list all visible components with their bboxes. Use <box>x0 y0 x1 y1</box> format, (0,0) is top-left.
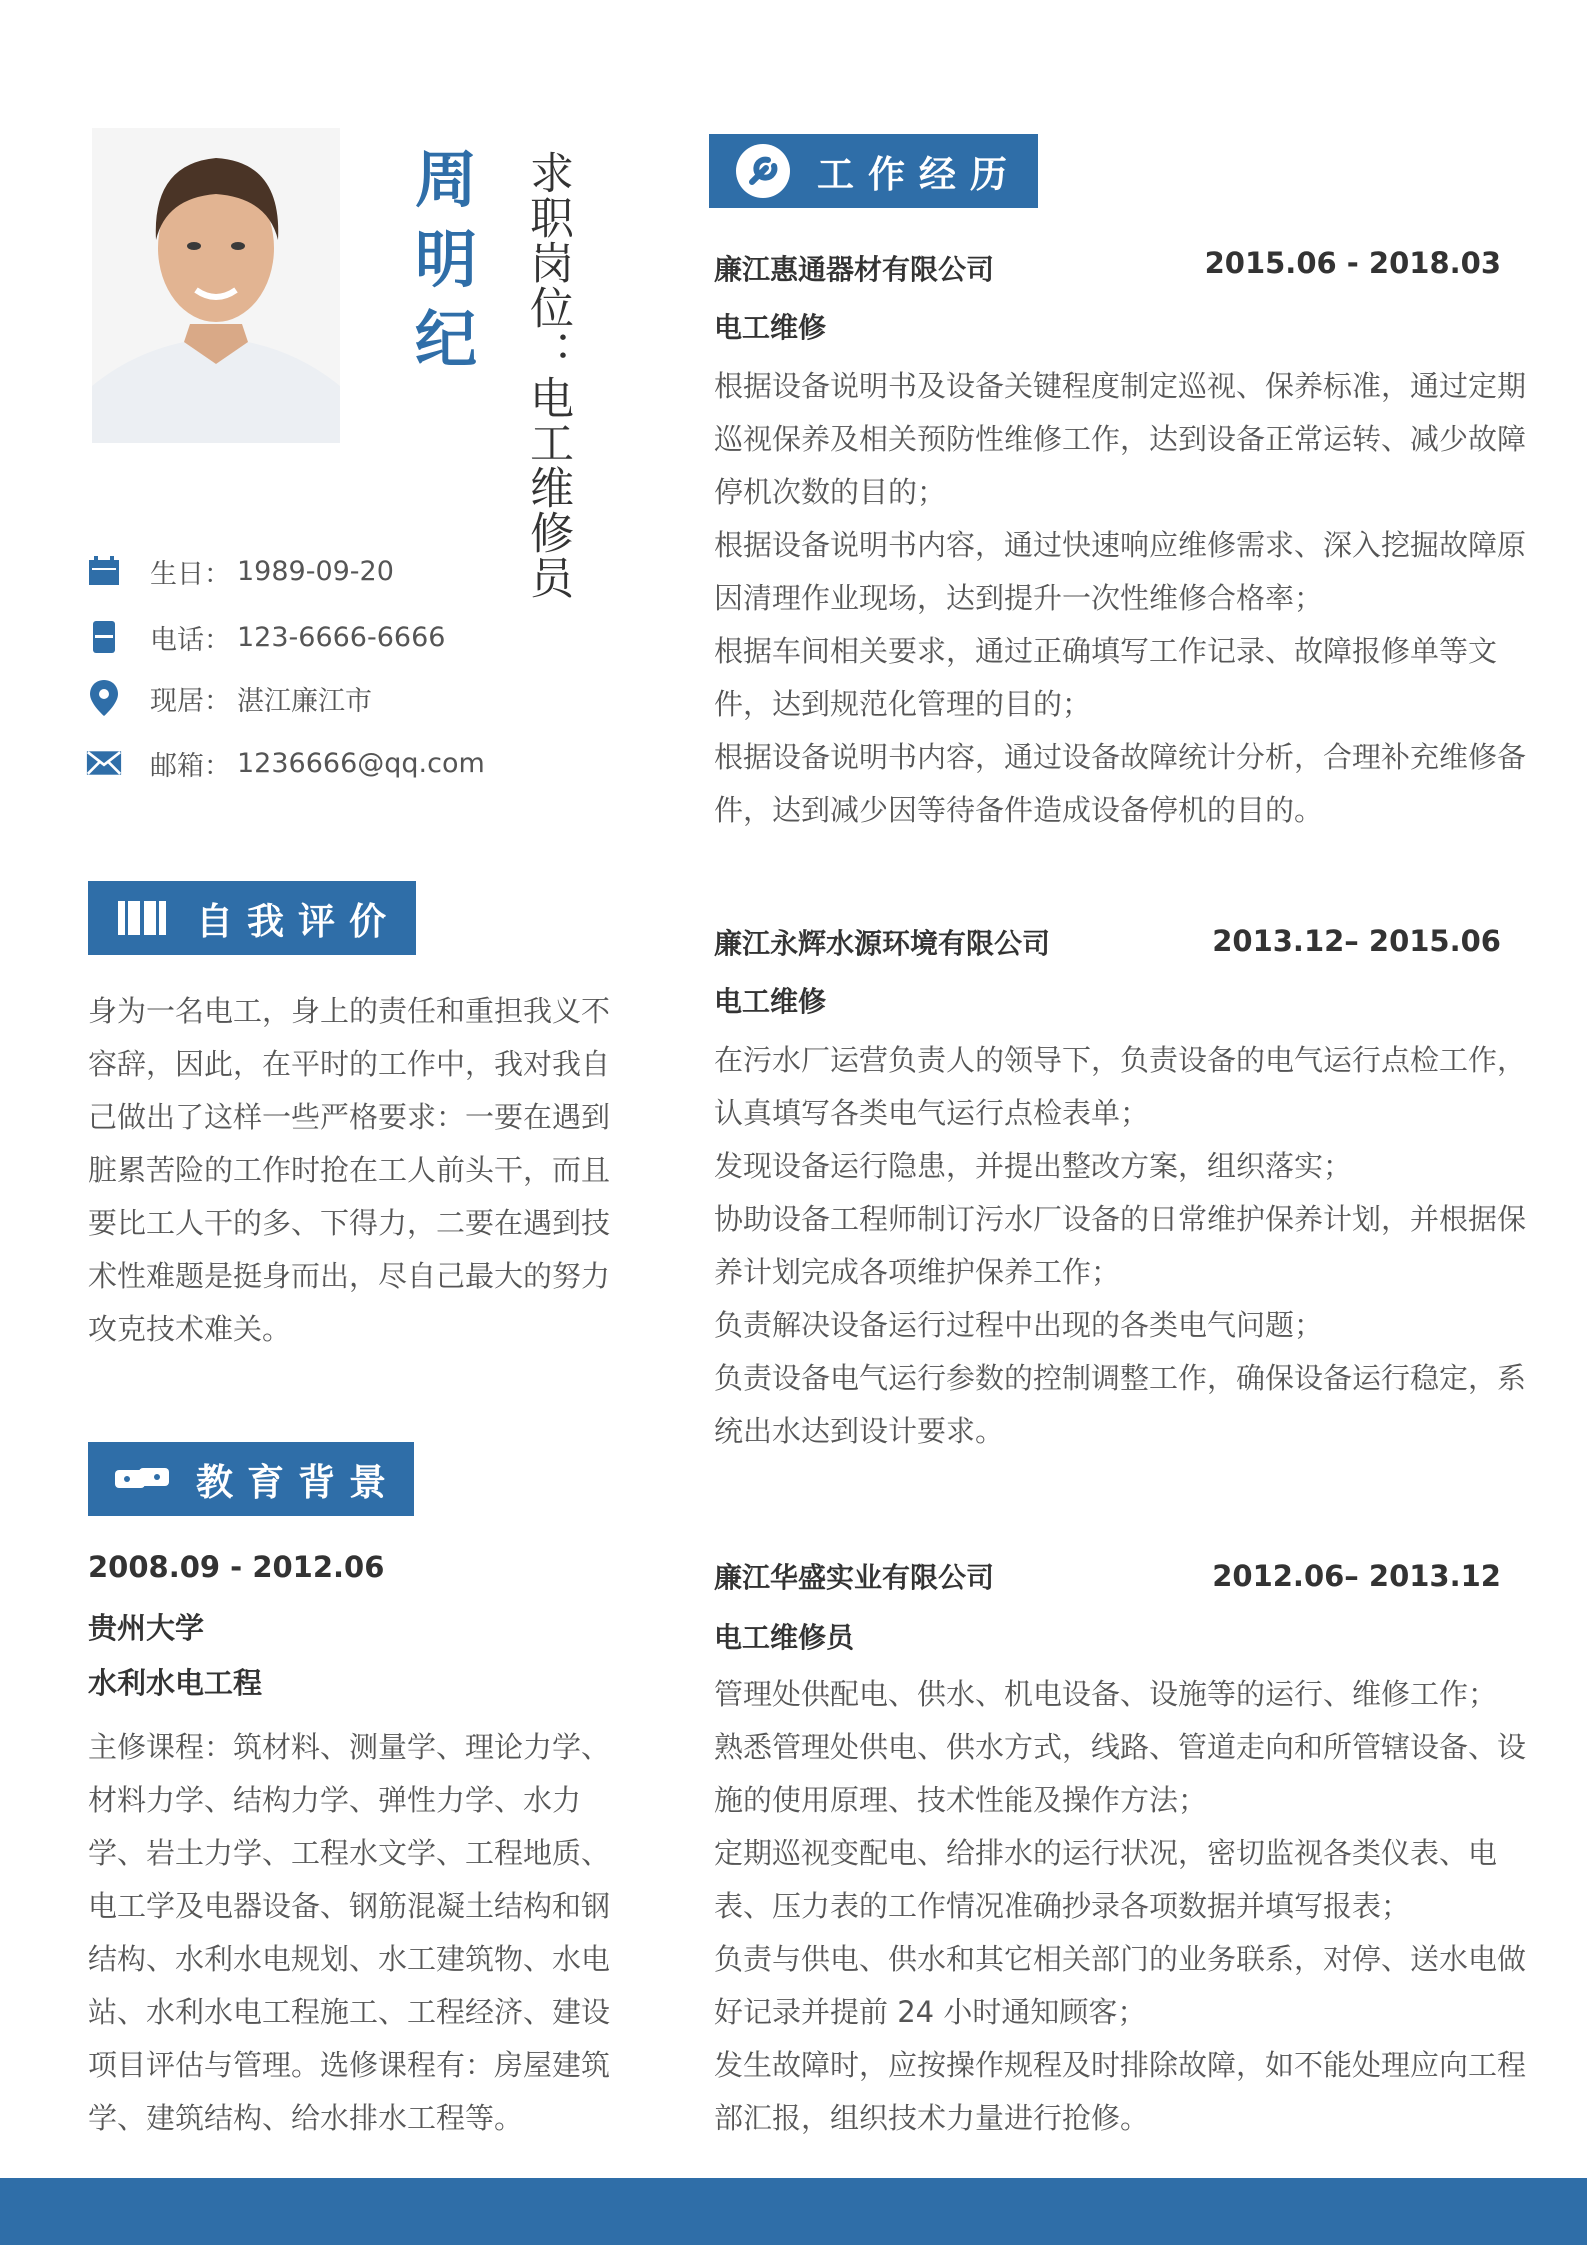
education-courses: 主修课程：筑材料、测量学、理论力学、材料力学、结构力学、弹性力学、水力学、岩土力学、工程水文学、工程地质、电工学及电器设备、钢筋混凝土结构和钢结构、水利水电规划、水工建筑物、水电站、水利水电工程施工、工程经济、建设项目评估与管理。选修课程有：房屋建筑学、建筑结构、给水排水工程等。 <box>88 1730 611 2135</box>
graduation-cap-icon <box>112 1449 172 1509</box>
contact-address <box>86 678 506 718</box>
job-3-role: 电工维修员 <box>714 1621 855 1654</box>
education-period: 2008.09 - 2012.06 <box>88 1550 385 1584</box>
self-eval-title: 自我评价 <box>196 900 400 943</box>
job-3-company: 廉江华盛实业有限公司 <box>714 1561 995 1594</box>
location-pin-icon <box>86 680 122 716</box>
job-2-line: 负责设备电气运行参数的控制调整工作，确保设备运行稳定，系统出水达到设计要求。 <box>714 1361 1527 1448</box>
calendar-icon <box>86 553 122 589</box>
job-3-line: 负责与供电、供水和其它相关部门的业务联系，对停、送水电做好记录并提前 24 小时通知顾客； <box>714 1942 1527 2029</box>
birthday-label: 生日： <box>150 558 231 590</box>
job-1-line: 根据设备说明书内容，通过快速响应维修需求、深入挖掘故障原因清理作业现场，达到提升一次性维修合格率； <box>714 528 1527 615</box>
job-1-line: 根据车间相关要求，通过正确填写工作记录、故障报修单等文件，达到规范化管理的目的； <box>714 634 1498 721</box>
job-1-period: 2015.06 - 2018.03 <box>1204 246 1501 280</box>
book-icon <box>112 888 172 948</box>
education-major: 水利水电工程 <box>88 1666 263 1700</box>
job-3-line: 定期巡视变配电、给排水的运行状况，密切监视各类仪表、电表、压力表的工作情况准确抄录各项数据并填写报表； <box>714 1836 1498 1923</box>
job-3-description <box>714 1668 1534 2145</box>
job-3-line: 熟悉管理处供电、供水方式，线路、管道走向和所管辖设备、设施的使用原理、技术性能及操作方法； <box>714 1730 1527 1817</box>
phone-label: 电话： <box>150 624 231 656</box>
address-value: 湛江廉江市 <box>237 685 372 717</box>
profile-photo <box>92 128 340 443</box>
job-1-description <box>714 360 1534 837</box>
work-title: 工作经历 <box>817 153 1021 196</box>
self-eval-text: 身为一名电工，身上的责任和重担我义不容辞，因此，在平时的工作中，我对我自己做出了这样一些严格要求：一要在遇到脏累苦险的工作时抢在工人前头干，而且要比工人干的多、下得力，二要在遇到技术性难题是挺身而出，尽自己最大的努力攻克技术难关。 <box>88 994 611 1346</box>
job-3-line: 管理处供配电、供水、机电设备、设施等的运行、维修工作； <box>714 1677 1498 1711</box>
job-2-line: 负责解决设备运行过程中出现的各类电气问题； <box>714 1308 1324 1342</box>
job-3-period: 2012.06– 2013.12 <box>1212 1559 1501 1593</box>
job-1-role: 电工维修 <box>714 311 827 344</box>
birthday-value: 1989-09-20 <box>237 555 394 587</box>
job-3-line: 发生故障时，应按操作规程及时排除故障，如不能处理应向工程部汇报，组织技术力量进行抢修。 <box>714 2048 1527 2135</box>
job-1-line: 根据设备说明书及设备关键程度制定巡视、保养标准，通过定期巡视保养及相关预防性维修工作，达到设备正常运转、减少故障停机次数的目的； <box>714 369 1527 509</box>
candidate-name: 周明纪 <box>415 143 478 376</box>
job-2-description <box>714 1034 1534 1458</box>
work-heading <box>709 134 1038 208</box>
wrench-icon <box>733 141 793 201</box>
contact-email <box>86 743 506 783</box>
phone-value: 123-6666-6666 <box>237 621 446 653</box>
job-2-line: 发现设备运行隐患，并提出整改方案，组织落实； <box>714 1149 1353 1183</box>
job-1-line: 根据设备说明书内容，通过设备故障统计分析，合理补充维修备件，达到减少因等待备件造成设备停机的目的。 <box>714 740 1527 827</box>
email-value: 1236666@qq.com <box>237 747 485 779</box>
job-title: 求职岗位：电工维修员 <box>522 150 573 600</box>
job-2-company: 廉江永辉水源环境有限公司 <box>714 927 1051 960</box>
job-1-company: 廉江惠通器材有限公司 <box>714 253 995 286</box>
footer-band <box>0 2178 1587 2245</box>
education-heading <box>88 1442 414 1516</box>
education-school: 贵州大学 <box>88 1611 205 1645</box>
job-2-line: 在污水厂运营负责人的领导下，负责设备的电气运行点检工作，认真填写各类电气运行点检表单； <box>714 1043 1527 1130</box>
address-label: 现居： <box>150 685 231 717</box>
mail-icon <box>86 745 122 781</box>
person-portrait-icon <box>92 128 340 443</box>
contact-phone <box>86 617 506 657</box>
self-eval-heading <box>88 881 416 955</box>
job-2-line: 协助设备工程师制订污水厂设备的日常维护保养计划，并根据保养计划完成各项维护保养工作； <box>714 1202 1527 1289</box>
job-2-period: 2013.12– 2015.06 <box>1212 924 1501 958</box>
email-label: 邮箱： <box>150 750 231 782</box>
contact-birthday <box>86 551 506 591</box>
job-2-role: 电工维修 <box>714 985 827 1018</box>
phone-icon <box>86 619 122 655</box>
education-title: 教育背景 <box>196 1461 400 1504</box>
